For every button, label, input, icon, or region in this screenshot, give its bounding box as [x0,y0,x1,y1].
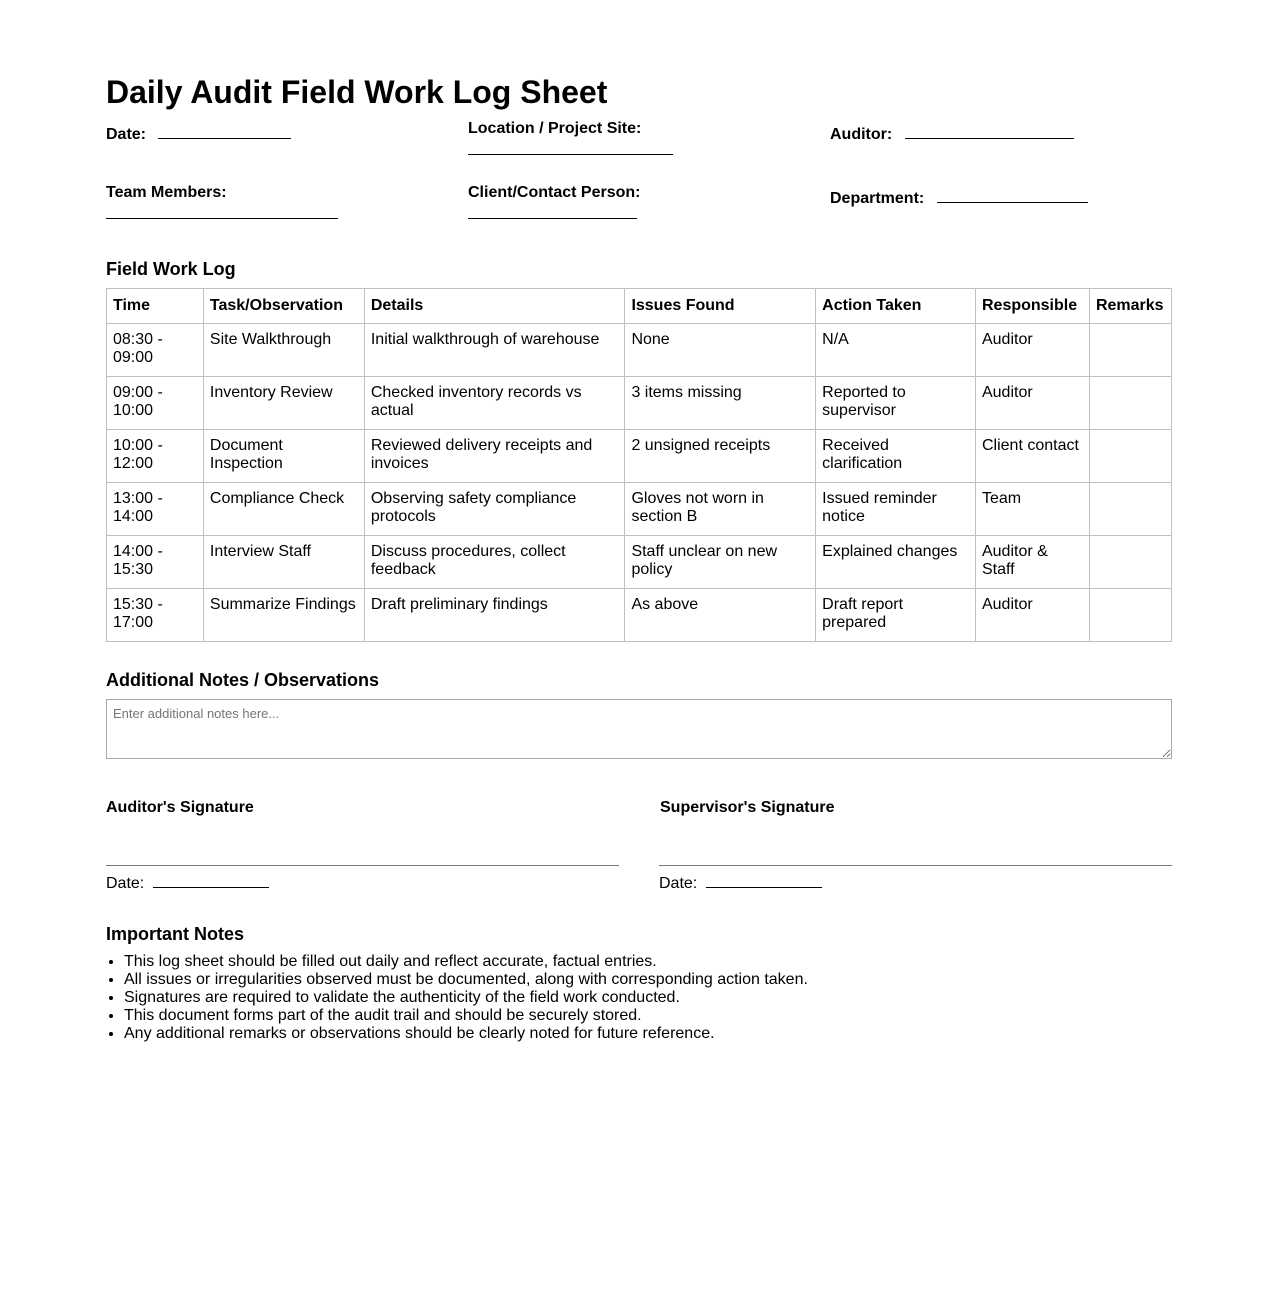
cell-task: Site Walkthrough [203,324,364,377]
cell-issues: Gloves not worn in section B [625,483,816,536]
cell-responsible: Client contact [975,430,1089,483]
auditor-signature-block [106,799,619,892]
cell-remarks[interactable] [1089,377,1171,430]
field-work-log-heading: Field Work Log [106,259,236,279]
cell-details: Initial walkthrough of warehouse [364,324,625,377]
date-field [106,120,291,144]
supervisor-signature-date [659,869,822,893]
cell-task: Summarize Findings [203,589,364,642]
cell-remarks[interactable] [1089,589,1171,642]
auditor-signature-date [106,869,269,893]
cell-action: Explained changes [816,536,976,589]
cell-action: N/A [816,324,976,377]
additional-notes-heading: Additional Notes / Observations [106,670,380,690]
auditor-blank[interactable] [905,120,1074,139]
cell-task: Document Inspection [203,430,364,483]
supervisor-signature-line[interactable] [659,865,1172,866]
cell-remarks[interactable] [1089,324,1171,377]
table-row [107,483,1172,536]
client-blank[interactable] [468,218,637,219]
field-work-log-table [106,288,1172,642]
supervisor-date-blank[interactable] [706,869,822,888]
team-field [106,184,227,202]
team-blank[interactable] [106,218,338,219]
location-label: Location / Project Site: [468,120,642,137]
cell-remarks[interactable] [1089,536,1171,589]
auditor-date-blank[interactable] [153,869,269,888]
cell-time: 14:00 - 15:30 [107,536,204,589]
cell-time: 10:00 - 12:00 [107,430,204,483]
supervisor-signature-block [659,799,1172,892]
column-header-details: Details [364,289,625,324]
client-field [468,184,640,202]
list-item: • This document forms part of the audit trail and should be securely stored. [124,1007,1172,1025]
cell-issues: 2 unsigned receipts [625,430,816,483]
team-label: Team Members: [106,184,227,201]
cell-responsible: Auditor [975,589,1089,642]
cell-action: Reported to supervisor [816,377,976,430]
column-header-time: Time [107,289,204,324]
auditor-date-label: Date: [106,875,145,892]
table-row [107,377,1172,430]
cell-responsible: Auditor & Staff [975,536,1089,589]
supervisor-signature-label: Supervisor's Signature [660,799,835,816]
cell-responsible: Auditor [975,324,1089,377]
department-blank[interactable] [937,184,1088,203]
column-header-task: Task/Observation [203,289,364,324]
table-row [107,324,1172,377]
header-fields [106,114,1172,259]
cell-time: 13:00 - 14:00 [107,483,204,536]
location-blank[interactable] [468,154,673,155]
cell-details: Draft preliminary findings [364,589,625,642]
department-label: Department: [830,190,925,207]
cell-remarks[interactable] [1089,483,1171,536]
column-header-action: Action Taken [816,289,976,324]
auditor-signature-line[interactable] [106,865,619,866]
cell-responsible: Team [975,483,1089,536]
cell-time: 09:00 - 10:00 [107,377,204,430]
cell-action: Received clarification [816,430,976,483]
auditor-signature-label: Auditor's Signature [106,799,254,816]
column-header-issues: Issues Found [625,289,816,324]
auditor-label: Auditor: [830,126,893,143]
location-field [468,120,641,138]
cell-responsible: Auditor [975,377,1089,430]
list-item: • All issues or irregularities observed must be documented, along with corresponding action taken. [124,971,1172,989]
date-blank[interactable] [158,120,291,139]
cell-details: Discuss procedures, collect feedback [364,536,625,589]
table-row [107,589,1172,642]
cell-time: 08:30 - 09:00 [107,324,204,377]
auditor-field [830,120,1074,144]
page-title: Daily Audit Field Work Log Sheet [106,74,608,110]
column-header-responsible: Responsible [975,289,1089,324]
cell-remarks[interactable] [1089,430,1171,483]
cell-task: Inventory Review [203,377,364,430]
cell-time: 15:30 - 17:00 [107,589,204,642]
cell-details: Reviewed delivery receipts and invoices [364,430,625,483]
list-item: • This log sheet should be filled out daily and reflect accurate, factual entries. [124,953,1172,971]
date-label: Date: [106,126,147,143]
important-notes-list [106,953,1172,1043]
table-row [107,430,1172,483]
list-item: • Any additional remarks or observations should be clearly noted for future reference. [124,1025,1172,1043]
cell-issues: None [625,324,816,377]
table-row [107,536,1172,589]
cell-issues: Staff unclear on new policy [625,536,816,589]
additional-notes-textarea[interactable] [106,699,1172,759]
client-label: Client/Contact Person: [468,184,641,201]
cell-details: Observing safety compliance protocols [364,483,625,536]
table-header-row [107,289,1172,324]
cell-task: Interview Staff [203,536,364,589]
cell-task: Compliance Check [203,483,364,536]
cell-action: Issued reminder notice [816,483,976,536]
cell-issues: As above [625,589,816,642]
cell-issues: 3 items missing [625,377,816,430]
important-notes-heading: Important Notes [106,924,245,944]
signature-section [106,799,1172,934]
supervisor-date-label: Date: [659,875,698,892]
cell-details: Checked inventory records vs actual [364,377,625,430]
list-item: • Signatures are required to validate the authenticity of the field work conducted. [124,989,1172,1007]
department-field [830,184,1088,208]
column-header-remarks: Remarks [1089,289,1171,324]
cell-action: Draft report prepared [816,589,976,642]
